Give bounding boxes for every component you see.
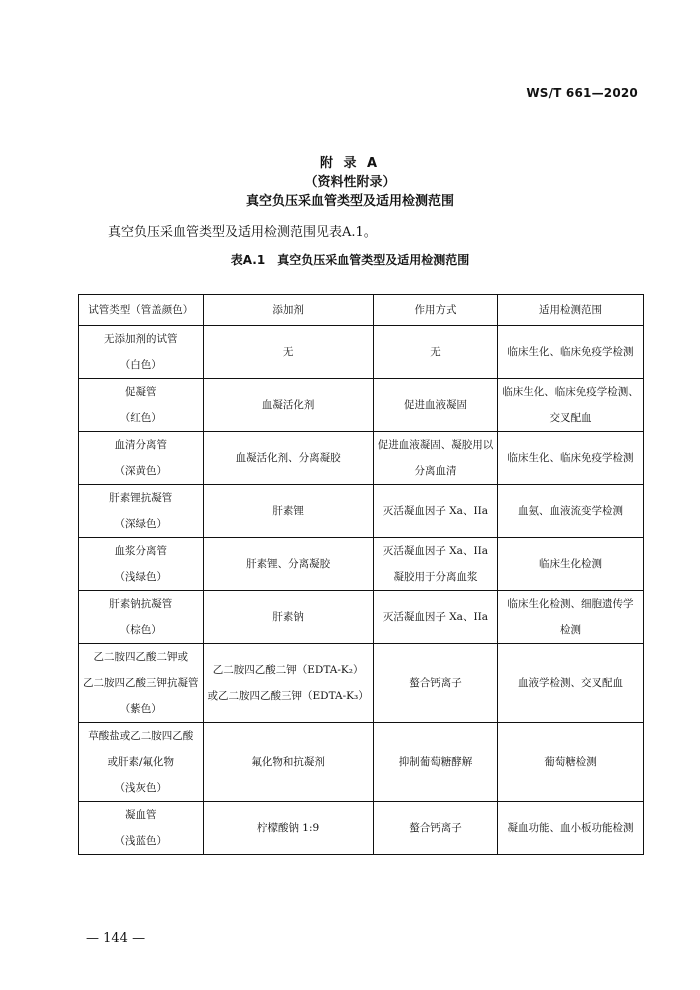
cell-line: 临床生化、临床免疫学检测	[507, 346, 634, 358]
cell-line: 促进血液凝固	[403, 399, 467, 411]
additive-cell	[203, 802, 373, 855]
appendix-subtitle: （资料性附录）	[304, 175, 396, 190]
header-additive: 添加剂	[203, 295, 373, 326]
cell-line: 临床生化检测	[538, 558, 602, 570]
action-cell	[373, 591, 498, 644]
table-header-row	[79, 295, 644, 326]
cell-line: 乙二胺四乙酸二钾（EDTA-K₂）	[212, 664, 364, 676]
action-cell	[373, 802, 498, 855]
scope-cell	[498, 538, 644, 591]
intro-paragraph: 真空负压采血管类型及适用检测范围见表A.1。	[108, 225, 377, 240]
cell-line: 抑制葡萄糖酵解	[398, 756, 473, 768]
cell-line: 肝素钠抗凝管	[109, 598, 173, 610]
scope-cell	[498, 485, 644, 538]
tube-type-cell	[79, 591, 204, 644]
scope-cell	[498, 644, 644, 723]
cell-line: 血氨、血液流变学检测	[517, 505, 623, 517]
scope-cell	[498, 379, 644, 432]
action-cell	[373, 432, 498, 485]
cell-line: 凝胶用于分离血浆	[393, 571, 478, 583]
tube-type-cell	[79, 432, 204, 485]
table-row	[79, 485, 644, 538]
scope-cell	[498, 591, 644, 644]
table-row	[79, 538, 644, 591]
additive-cell	[203, 432, 373, 485]
tube-type-cell	[79, 802, 204, 855]
cell-line: 血浆分离管	[114, 545, 167, 557]
additive-cell	[203, 591, 373, 644]
action-cell	[373, 379, 498, 432]
additive-cell	[203, 326, 373, 379]
cell-line: （红色）	[119, 412, 162, 424]
tube-type-cell	[79, 379, 204, 432]
additive-cell	[203, 485, 373, 538]
action-cell	[373, 326, 498, 379]
action-cell	[373, 485, 498, 538]
header-scope: 适用检测范围	[498, 295, 644, 326]
cell-line: 螯合钙离子	[409, 822, 462, 834]
cell-line: 凝血管	[125, 809, 157, 821]
standard-code: WS/T 661—2020	[526, 86, 638, 100]
additive-cell	[203, 379, 373, 432]
cell-line: 分离血清	[414, 465, 457, 477]
cell-line: 或乙二胺四乙酸三钾（EDTA-K₃）	[207, 690, 369, 702]
cell-line: 无添加剂的试管	[104, 333, 178, 345]
table-caption: 表A.1 真空负压采血管类型及适用检测范围	[230, 253, 470, 267]
cell-line: 螯合钙离子	[409, 677, 462, 689]
scope-cell	[498, 723, 644, 802]
tube-type-cell	[79, 326, 204, 379]
cell-line: 无	[282, 346, 294, 358]
cell-line: 临床生化检测、细胞遗传学	[507, 598, 634, 610]
cell-line: 肝素锂	[272, 505, 304, 517]
table-row	[79, 432, 644, 485]
table-row	[79, 802, 644, 855]
cell-line: 或肝素/氟化物	[107, 756, 175, 768]
cell-line: 草酸盐或乙二胺四乙酸	[88, 730, 194, 742]
cell-line: 灭活凝血因子 Xa、IIa	[382, 505, 489, 517]
cell-line: （棕色）	[119, 624, 162, 636]
table-row	[79, 644, 644, 723]
additive-cell	[203, 723, 373, 802]
header-tube-type: 试管类型（管盖颜色）	[79, 295, 204, 326]
table-row	[79, 379, 644, 432]
cell-line: 肝素锂、分离凝胶	[246, 558, 331, 570]
cell-line: 血液学检测、交叉配血	[517, 677, 623, 689]
table-row	[79, 591, 644, 644]
cell-line: 血清分离管	[114, 439, 167, 451]
table-body	[79, 326, 644, 855]
action-cell	[373, 538, 498, 591]
tube-type-cell	[79, 644, 204, 723]
cell-line: 肝素钠	[272, 611, 304, 623]
scope-cell	[498, 802, 644, 855]
tube-type-cell	[79, 538, 204, 591]
cell-line: 临床生化、临床免疫学检测、	[502, 386, 639, 398]
tube-type-cell	[79, 485, 204, 538]
page-number: — 144 —	[86, 931, 146, 946]
tube-type-cell	[79, 723, 204, 802]
cell-line: 肝素锂抗凝管	[109, 492, 173, 504]
cell-line: 葡萄糖检测	[544, 756, 597, 768]
cell-line: 血凝活化剂、分离凝胶	[235, 452, 341, 464]
cell-line: （浅绿色）	[114, 571, 167, 583]
cell-line: 氟化物和抗凝剂	[251, 756, 325, 768]
cell-line: 交叉配血	[549, 412, 592, 424]
header-action: 作用方式	[373, 295, 498, 326]
cell-line: 灭活凝血因子 Xa、IIa	[382, 545, 489, 557]
cell-line: （浅蓝色）	[114, 835, 167, 847]
cell-line: （深黄色）	[114, 465, 167, 477]
cell-line: 促凝管	[125, 386, 157, 398]
appendix-title: 附 录 A	[319, 156, 381, 171]
table-row	[79, 326, 644, 379]
cell-line: （白色）	[119, 359, 162, 371]
cell-line: 灭活凝血因子 Xa、IIa	[382, 611, 489, 623]
cell-line: 凝血功能、血小板功能检测	[507, 822, 634, 834]
cell-line: 无	[430, 346, 441, 358]
scope-cell	[498, 326, 644, 379]
cell-line: 柠檬酸钠 1:9	[256, 822, 320, 834]
action-cell	[373, 644, 498, 723]
table-row	[79, 723, 644, 802]
cell-line: 乙二胺四乙酸三钾抗凝管	[83, 677, 199, 689]
scope-cell	[498, 432, 644, 485]
cell-line: 临床生化、临床免疫学检测	[507, 452, 634, 464]
additive-cell	[203, 644, 373, 723]
action-cell	[373, 723, 498, 802]
appendix-heading: 真空负压采血管类型及适用检测范围	[245, 194, 454, 209]
cell-line: 血凝活化剂	[261, 399, 315, 411]
cell-line: （深绿色）	[114, 518, 167, 530]
tube-type-table	[78, 294, 644, 855]
additive-cell	[203, 538, 373, 591]
cell-line: （紫色）	[119, 703, 162, 715]
cell-line: （浅灰色）	[114, 782, 167, 794]
cell-line: 促进血液凝固、凝胶用以	[377, 439, 494, 451]
cell-line: 乙二胺四乙酸二钾或	[93, 651, 188, 663]
cell-line: 检测	[559, 624, 581, 636]
